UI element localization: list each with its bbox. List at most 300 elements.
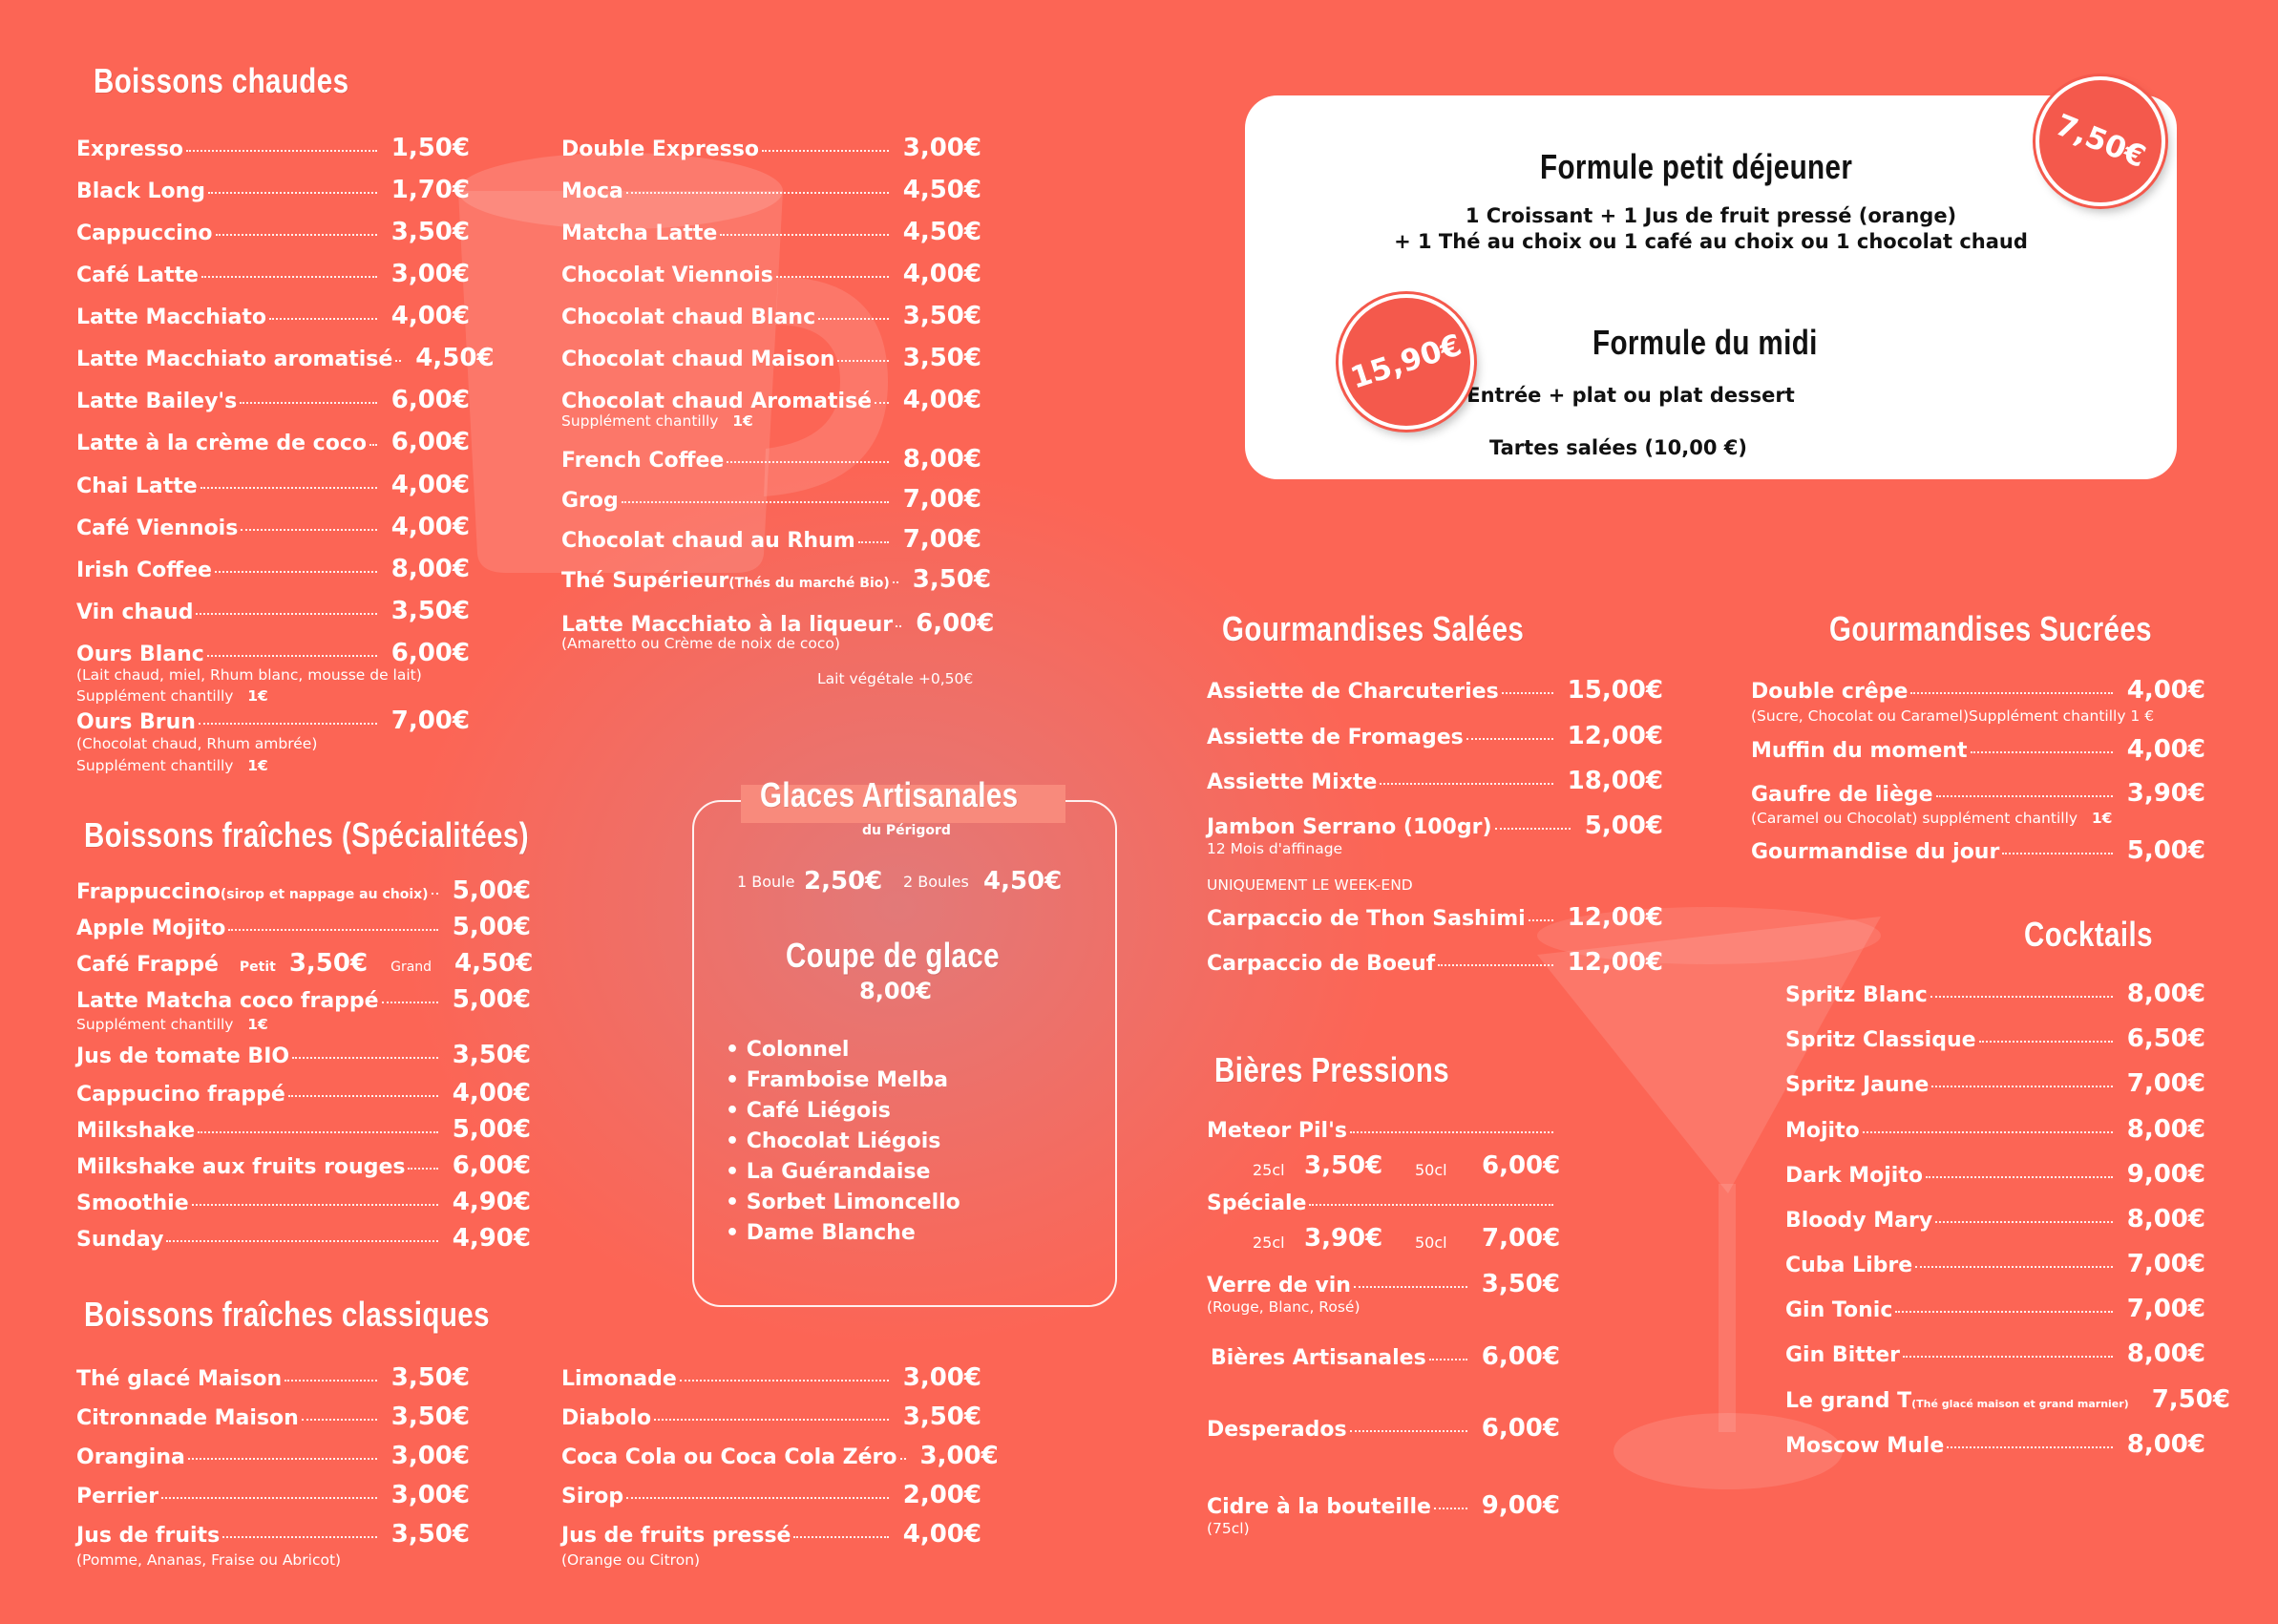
leader-dots	[369, 444, 377, 446]
item-price: 8,00€	[2126, 1205, 2205, 1234]
leader-dots	[1354, 1286, 1467, 1288]
leader-dots	[1495, 828, 1571, 830]
leader-dots	[896, 625, 901, 627]
leader-dots	[186, 150, 377, 152]
speciale-50-price: 7,00€	[1482, 1224, 1561, 1253]
meteor-25-label: 25cl	[1253, 1161, 1285, 1179]
leader-dots	[1466, 738, 1553, 740]
leader-dots	[1910, 692, 2112, 694]
menu-item-spritz-jaune	[1785, 1069, 2205, 1098]
frappe-petit-label: Petit	[239, 960, 276, 975]
item-price: 9,00€	[2126, 1160, 2205, 1189]
menu-item-latte-macchiato	[76, 302, 470, 330]
item-price: 4,90€	[452, 1188, 531, 1216]
gaufre-desc: (Caramel ou Chocolat) supplément chantilly 1€	[1751, 810, 2113, 827]
item-price: 5,00€	[452, 1115, 531, 1144]
frappe-grand-label: Grand	[390, 960, 432, 975]
boissons-fraiches-class-title: Boissons fraîches classiques	[84, 1295, 490, 1334]
item-name: Sirop	[561, 1485, 624, 1508]
boule1-label: 1 Boule	[737, 873, 795, 891]
item-price: 4,00€	[2126, 735, 2205, 764]
menu-item-verre-de-vin	[1207, 1270, 1560, 1298]
item-name: Verre de vin	[1207, 1274, 1351, 1297]
menu-item-bloody-mary	[1785, 1205, 2205, 1234]
item-name: Gin Tonic	[1785, 1298, 1893, 1322]
leader-dots	[432, 893, 438, 895]
item-name: Citronnade Maison	[76, 1406, 299, 1430]
item-price: 18,00€	[1567, 767, 1663, 795]
matcha-chantilly: Supplément chantilly 1€	[76, 1016, 268, 1033]
item-price: 4,00€	[390, 513, 470, 541]
item-price: 4,00€	[390, 471, 470, 499]
crepe-desc: (Sucre, Chocolat ou Caramel)Supplément chantilly 1 €	[1751, 707, 2155, 725]
midi-line2: Tartes salées (10,00 €)	[1489, 436, 1747, 459]
menu-item-latte-bailey-s	[76, 386, 470, 414]
item-name: Desperados	[1207, 1418, 1347, 1442]
menu-item-gin-bitter	[1785, 1339, 2205, 1368]
leader-dots	[215, 571, 377, 573]
menu-item-cappuccino	[76, 218, 470, 246]
item-price: 3,00€	[390, 1481, 470, 1509]
item-price: 5,00€	[452, 985, 531, 1014]
item-price: 6,00€	[390, 639, 470, 667]
item-price: 4,00€	[902, 1520, 981, 1549]
item-name: Black Long	[76, 179, 206, 203]
lait-vegetal-note: Lait végétale +0,50€	[817, 670, 974, 687]
item-price: 5,00€	[452, 913, 531, 941]
leader-dots	[1971, 751, 2113, 753]
item-price: 8,00€	[2126, 1115, 2205, 1144]
menu-item-jus-de-fruits-presse	[561, 1520, 981, 1549]
menu-item-chocolat-chaud-blanc	[561, 302, 981, 330]
leader-dots	[1979, 1041, 2113, 1043]
item-name: Thé Supérieur	[561, 569, 729, 593]
item-price: 3,00€	[390, 1442, 470, 1470]
item-name: Latte à la crème de coco	[76, 432, 367, 455]
item-name: Gaufre de liège	[1751, 783, 1933, 807]
menu-item-sunday	[76, 1224, 531, 1253]
liqueur-desc: (Amaretto ou Crème de noix de coco)	[561, 635, 840, 652]
coupe-item-cafe-liegois: • Café Liégois	[726, 1099, 891, 1123]
menu-item-assiette-de-charcuteries	[1207, 676, 1663, 705]
item-price: 3,50€	[390, 1363, 470, 1392]
menu-item-cafe-frappe	[76, 949, 534, 978]
salees-title: Gourmandises Salées	[1222, 609, 1525, 648]
meteor-50-label: 50cl	[1415, 1161, 1447, 1179]
item-name: Jus de fruits	[76, 1524, 221, 1548]
speciale-item: Spéciale	[1207, 1192, 1556, 1215]
leader-dots	[1915, 1266, 2113, 1268]
leader-dots	[166, 1240, 437, 1242]
item-name: Carpaccio de Thon Sashimi	[1207, 907, 1526, 931]
leader-dots	[1438, 964, 1552, 966]
item-price: 3,00€	[902, 1363, 981, 1392]
speciale-25-price: 3,90€	[1304, 1224, 1383, 1253]
leader-dots	[762, 150, 889, 152]
menu-item-smoothie	[76, 1188, 531, 1216]
menu-item-frappuccino	[76, 876, 531, 905]
item-price: 6,00€	[1481, 1414, 1560, 1443]
menu-item-carpaccio-de-boeuf	[1207, 948, 1663, 977]
jambon-desc: 12 Mois d'affinage	[1207, 840, 1343, 857]
menu-item-the-superieur	[561, 565, 992, 594]
leader-dots	[654, 1419, 889, 1421]
menu-item-dark-mojito	[1785, 1160, 2205, 1189]
item-name: Latte Macchiato	[76, 306, 266, 329]
ours-blanc-desc: (Lait chaud, miel, Rhum blanc, mousse de lait)	[76, 666, 422, 684]
item-name: Assiette Mixte	[1207, 770, 1378, 794]
leader-dots	[240, 402, 376, 404]
leader-dots	[241, 529, 376, 531]
coupe-item-dame-blanche: • Dame Blanche	[726, 1221, 916, 1245]
item-name: Chocolat chaud Aromatisé	[561, 390, 873, 413]
item-price: 3,50€	[1481, 1270, 1560, 1298]
ours-blanc-chantilly: Supplément chantilly 1€	[76, 687, 268, 705]
speciale-25-label: 25cl	[1253, 1234, 1285, 1252]
item-name: Latte Matcha coco frappé	[76, 989, 379, 1013]
cidre-desc: (75cl)	[1207, 1520, 1250, 1537]
item-price: 12,00€	[1567, 903, 1663, 932]
item-price: 4,50€	[454, 949, 534, 978]
menu-item-cuba-libre	[1785, 1250, 2205, 1278]
leader-dots	[292, 1057, 438, 1059]
menu-item-spritz-blanc	[1785, 980, 2205, 1008]
menu-item-chocolat-chaud-aromatise	[561, 386, 981, 414]
item-price: 2,00€	[902, 1481, 981, 1509]
leader-dots	[200, 487, 377, 489]
item-name: Chocolat chaud Blanc	[561, 306, 816, 329]
leader-dots	[622, 501, 889, 503]
leader-dots	[1935, 1221, 2113, 1223]
glaces-title: Glaces Artisanales	[760, 775, 1019, 814]
item-name: Café Frappé	[76, 953, 219, 977]
item-price: 5,00€	[2126, 836, 2205, 865]
item-price: 1,50€	[390, 134, 470, 162]
meteor-25-price: 3,50€	[1304, 1151, 1383, 1180]
menu-item-french-coffee	[561, 445, 981, 474]
leader-dots	[382, 1002, 438, 1003]
frappe-petit-price: 3,50€	[288, 949, 369, 978]
item-price: 9,00€	[1481, 1491, 1560, 1520]
midi-title: Formule du midi	[1592, 323, 1818, 362]
leader-dots	[1863, 1131, 2113, 1133]
menu-item-assiette-de-fromages	[1207, 722, 1663, 750]
item-name: Carpaccio de Boeuf	[1207, 952, 1436, 976]
weekend-note: UNIQUEMENT LE WEEK-END	[1207, 876, 1413, 894]
item-name: Bières Artisanales	[1211, 1346, 1426, 1370]
item-name: Assiette de Charcuteries	[1207, 680, 1499, 704]
leader-dots	[207, 655, 377, 657]
menu-item-sirop	[561, 1481, 981, 1509]
leader-dots	[408, 1168, 437, 1170]
petit-dej-price-badge: 7,50€	[2035, 76, 2165, 206]
boule2-price: 4,50€	[983, 867, 1063, 896]
item-price: 5,00€	[1584, 812, 1663, 840]
menu-item-black-long	[76, 176, 470, 204]
leader-dots	[222, 1536, 377, 1538]
item-name: Café Viennois	[76, 517, 239, 540]
item-name: Spritz Blanc	[1785, 983, 1928, 1007]
item-name: French Coffee	[561, 449, 725, 473]
midi-line1: Entrée + plat ou plat dessert	[1466, 384, 1795, 407]
menu-item-perrier	[76, 1481, 470, 1509]
leader-dots	[1529, 919, 1553, 921]
item-name: Bloody Mary	[1785, 1209, 1933, 1233]
coupe-item-chocolat-liegois: • Chocolat Liégois	[726, 1129, 941, 1153]
menu-item-the-glace-maison	[76, 1363, 470, 1392]
boule1-price: 2,50€	[804, 867, 883, 896]
leader-dots	[1947, 1446, 2112, 1448]
leader-dots	[198, 1131, 438, 1133]
item-price: 3,00€	[902, 134, 981, 162]
item-name: Moca	[561, 179, 623, 203]
coupe-item-la-guerandaise: • La Guérandaise	[726, 1160, 931, 1184]
item-price: 4,90€	[452, 1224, 531, 1253]
leader-dots	[1895, 1311, 2112, 1313]
the-note: (Thés du marché Bio)	[728, 576, 890, 591]
menu-item-le-grand-t	[1785, 1385, 2230, 1414]
item-name: Le grand T	[1785, 1389, 1912, 1413]
menu-item-latte-matcha-coco-frappe	[76, 985, 531, 1014]
coupe-item-colonnel: • Colonnel	[726, 1038, 850, 1062]
leader-dots	[720, 234, 888, 236]
menu-item-chocolat-chaud-au-rhum	[561, 525, 981, 554]
item-price: 4,50€	[415, 344, 495, 372]
leader-dots	[1350, 1430, 1467, 1432]
leader-dots	[1502, 692, 1553, 694]
item-price: 5,00€	[452, 876, 531, 905]
item-price: 4,50€	[902, 176, 981, 204]
item-name: Cappucino frappé	[76, 1083, 285, 1107]
leader-dots	[1380, 783, 1552, 785]
item-price: 4,00€	[390, 302, 470, 330]
leader-dots	[818, 318, 889, 320]
item-name: Apple Mojito	[76, 917, 226, 940]
meteor-50-price: 6,00€	[1482, 1151, 1561, 1180]
item-price: 12,00€	[1567, 722, 1663, 750]
coupe-item-framboise-melba: • Framboise Melba	[726, 1068, 948, 1092]
leader-dots	[1936, 795, 2113, 797]
item-price: 7,00€	[390, 707, 470, 735]
boissons-fraiches-spec-title: Boissons fraîches (Spécialitées)	[84, 815, 529, 854]
leader-dots	[793, 1536, 888, 1538]
item-price: 15,00€	[1567, 676, 1663, 705]
item-name: Cappuccino	[76, 221, 213, 245]
item-name: Assiette de Fromages	[1207, 726, 1464, 749]
item-price: 6,50€	[2126, 1024, 2205, 1053]
item-name: Thé glacé Maison	[76, 1367, 283, 1391]
item-name: Jus de fruits pressé	[561, 1524, 791, 1548]
grand-t-note: (Thé glacé maison et grand marnier)	[1911, 1398, 2129, 1410]
item-name: Milkshake aux fruits rouges	[76, 1155, 406, 1179]
item-name: Gourmandise du jour	[1751, 840, 2000, 864]
menu-item-double-expresso	[561, 134, 981, 162]
coupe-price: 8,00€	[859, 978, 932, 1004]
item-name: Mojito	[1785, 1119, 1860, 1143]
leader-dots	[285, 1380, 377, 1381]
item-name: Spritz Classique	[1785, 1028, 1976, 1052]
item-name: Double Expresso	[561, 137, 759, 161]
leader-dots	[196, 613, 376, 615]
menu-item-diabolo	[561, 1403, 981, 1431]
leader-dots	[288, 1095, 438, 1097]
ours-brun-chantilly: Supplément chantilly 1€	[76, 757, 268, 774]
petit-dej-line1: 1 Croissant + 1 Jus de fruit pressé (orange)	[1465, 204, 1957, 227]
menu-item-gin-tonic	[1785, 1295, 2205, 1323]
item-price: 1,70€	[390, 176, 470, 204]
item-price: 3,50€	[390, 1403, 470, 1431]
item-name: Latte Macchiato aromatisé	[76, 348, 393, 371]
item-name: Moscow Mule	[1785, 1434, 1945, 1458]
ours-brun-desc: (Chocolat chaud, Rhum ambrée)	[76, 735, 318, 752]
leader-dots	[2002, 853, 2112, 854]
item-price: 4,00€	[902, 386, 981, 414]
menu-item-carpaccio-de-thon-sashimi	[1207, 903, 1663, 932]
menu-item-vin-chaud	[76, 597, 470, 625]
leader-dots	[161, 1497, 377, 1499]
item-price: 6,00€	[390, 386, 470, 414]
menu-item-jus-de-tomate-bio	[76, 1041, 531, 1069]
leader-dots	[858, 541, 889, 543]
item-name: Spritz Jaune	[1785, 1073, 1930, 1097]
menu-item-jambon-serrano-100gr	[1207, 812, 1663, 840]
leader-dots	[269, 318, 377, 320]
item-price: 7,00€	[2126, 1069, 2205, 1098]
petit-dej-line2: + 1 Thé au choix ou 1 café au choix ou 1 chocolat chaud	[1394, 230, 2028, 253]
item-name: Café Latte	[76, 264, 199, 287]
boule2-label: 2 Boules	[903, 873, 969, 891]
item-price: 4,00€	[2126, 676, 2205, 705]
leader-dots	[188, 1458, 377, 1460]
menu-item-citronnade-maison	[76, 1403, 470, 1431]
item-price: 4,50€	[902, 218, 981, 246]
menu-item-gourmandise-du-jour	[1751, 836, 2205, 865]
leader-dots	[626, 192, 889, 194]
leader-dots	[199, 723, 377, 725]
menu-item-chocolat-viennois	[561, 260, 981, 288]
menu-item-ours-brun	[76, 707, 470, 735]
leader-dots	[1931, 1086, 2113, 1087]
menu-item-desperados	[1207, 1414, 1560, 1443]
item-price: 8,00€	[902, 445, 981, 474]
item-price: 8,00€	[2126, 1430, 2205, 1459]
leader-dots	[1429, 1359, 1467, 1360]
menu-item-moca	[561, 176, 981, 204]
item-price: 3,50€	[902, 1403, 981, 1431]
menu-item-cappucino-frappe	[76, 1079, 531, 1107]
menu-item-orangina	[76, 1442, 470, 1470]
glaces-subtitle: du Périgord	[862, 823, 951, 838]
item-price: 3,50€	[452, 1041, 531, 1069]
vin-desc: (Rouge, Blanc, Rosé)	[1207, 1298, 1360, 1316]
item-name: Chocolat chaud Maison	[561, 348, 835, 371]
leader-dots	[776, 276, 889, 278]
leader-dots	[302, 1419, 377, 1421]
leader-dots	[201, 276, 377, 278]
leader-dots	[208, 192, 377, 194]
menu-item-assiette-mixte	[1207, 767, 1663, 795]
item-name: Sunday	[76, 1228, 164, 1252]
leader-dots	[1903, 1356, 2113, 1358]
leader-dots	[626, 1497, 889, 1499]
menu-item-milkshake	[76, 1115, 531, 1144]
item-name: Jus de tomate BIO	[76, 1044, 290, 1068]
item-name: Matcha Latte	[561, 221, 718, 245]
item-name: Milkshake	[76, 1119, 196, 1143]
speciale-50-label: 50cl	[1415, 1234, 1447, 1252]
menu-item-latte-macchiato-a-la-liqueur	[561, 609, 995, 638]
menu-item-cafe-latte	[76, 260, 470, 288]
boissons-chaudes-title: Boissons chaudes	[94, 61, 349, 100]
item-price: 3,00€	[919, 1442, 999, 1470]
sucrees-title: Gourmandises Sucrées	[1829, 609, 2152, 648]
meteor-item: Meteor Pil's	[1207, 1119, 1556, 1143]
menu-item-cafe-viennois	[76, 513, 470, 541]
item-name: Coca Cola ou Coca Cola Zéro	[561, 1445, 897, 1469]
item-price: 7,00€	[2126, 1250, 2205, 1278]
menu-item-ours-blanc	[76, 639, 470, 667]
menu-item-bieres-artisanales	[1211, 1342, 1560, 1371]
item-name: Jambon Serrano (100gr)	[1207, 815, 1492, 839]
item-price: 3,50€	[912, 565, 992, 594]
item-price: 3,50€	[390, 597, 470, 625]
menu-item-irish-coffee	[76, 555, 470, 583]
bieres-title: Bières Pressions	[1214, 1050, 1450, 1089]
coupe-item-sorbet-limoncello: • Sorbet Limoncello	[726, 1191, 960, 1214]
item-name: Irish Coffee	[76, 559, 212, 582]
leader-dots	[727, 461, 888, 463]
item-name: Frappuccino	[76, 880, 221, 904]
menu-item-chai-latte	[76, 471, 470, 499]
menu-item-milkshake-aux-fruits-rouges	[76, 1151, 531, 1180]
item-name: Chai Latte	[76, 475, 198, 498]
item-price: 7,50€	[2151, 1385, 2230, 1414]
menu-item-mojito	[1785, 1115, 2205, 1144]
item-price: 6,00€	[916, 609, 995, 638]
leader-dots	[228, 929, 437, 931]
cocktails-title: Cocktails	[2024, 915, 2153, 954]
coupe-title: Coupe de glace	[786, 936, 1000, 975]
item-name: Double crêpe	[1751, 680, 1909, 704]
leader-dots	[192, 1204, 438, 1206]
item-name: Latte Bailey's	[76, 390, 238, 413]
leader-dots	[680, 1380, 889, 1381]
leader-dots	[900, 1458, 906, 1460]
leader-dots	[875, 402, 889, 404]
item-price: 12,00€	[1567, 948, 1663, 977]
item-name: Expresso	[76, 137, 184, 161]
item-price: 8,00€	[390, 555, 470, 583]
menu-item-muffin-du-moment	[1751, 735, 2205, 764]
leader-dots	[1926, 1176, 2113, 1178]
menu-item-moscow-mule	[1785, 1430, 2205, 1459]
item-price: 3,50€	[902, 344, 981, 372]
item-price: 4,00€	[452, 1079, 531, 1107]
leader-dots	[893, 581, 898, 583]
menu-item-jus-de-fruits	[76, 1520, 470, 1549]
menu-item-cidre-a-la-bouteille	[1207, 1491, 1560, 1520]
leader-dots	[837, 360, 888, 362]
menu-item-gaufre-de-liege	[1751, 779, 2205, 808]
midi-price-badge: 15,90€	[1339, 294, 1474, 430]
item-name: Cidre à la bouteille	[1207, 1495, 1431, 1519]
item-name: Chocolat Viennois	[561, 264, 773, 287]
menu-item-latte-macchiato-aromatise	[76, 344, 495, 372]
menu-item-limonade	[561, 1363, 981, 1392]
item-name: Ours Blanc	[76, 643, 204, 666]
petit-dej-title: Formule petit déjeuner	[1540, 147, 1853, 186]
item-name: Muffin du moment	[1751, 739, 1968, 763]
